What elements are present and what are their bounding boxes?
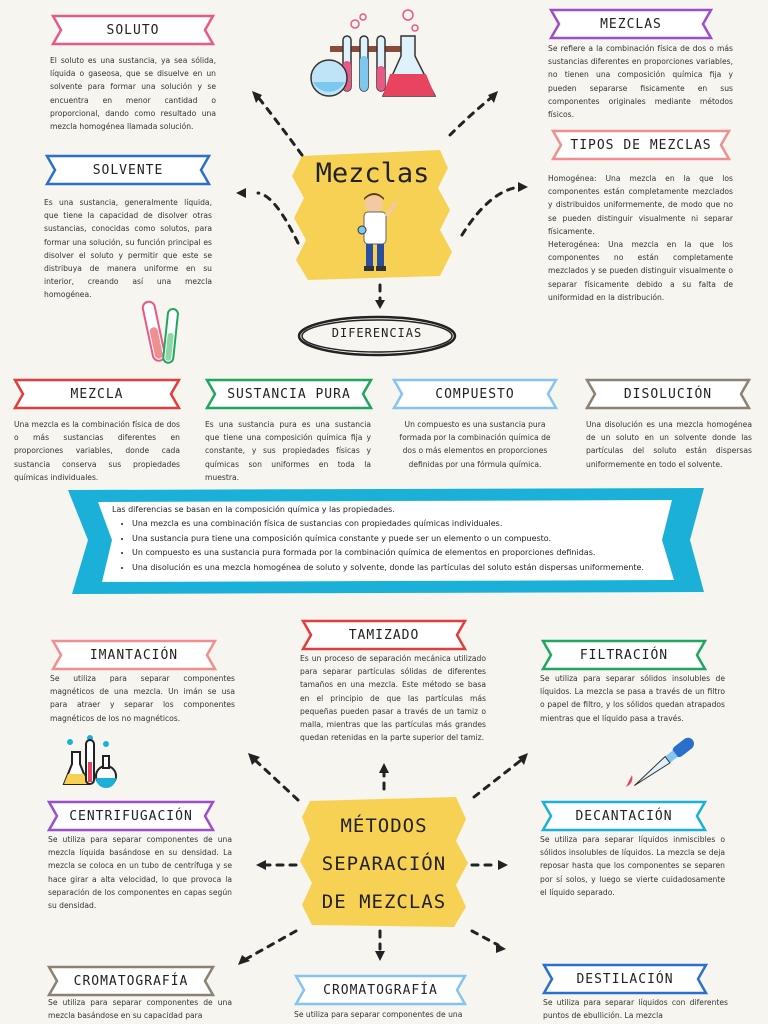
dropper-icon [618, 735, 710, 795]
cromatografia-left-ribbon [46, 964, 216, 998]
destilacion-text: Se utiliza para separar líquidos con diferentes puntos de ebullición. La mezcla [543, 998, 728, 1021]
destilacion-title: DESTILACIÓN [576, 971, 674, 987]
mezclas-text: Se refiere a la combinación física de dos o más sustancias diferentes en proporciones variables, no tienen una composición química fija y pueden separarse fisicamente en sus componentes originales mediante métodos físicos. [548, 44, 733, 120]
tamizado-text: Es un proceso de separación mecánica utilizado para separar partículas sólidas de diferentes tamaños en una mezcla. Este método se basa en el principio de que las partículas más pequeñas pueden pasar a través de un tamiz o malla, mientras que las partículas más grandes quedan retenidas en la parte superior del tamiz. [300, 654, 486, 743]
sustancia-pura-text: Es una sustancia pura es una sustancia que tiene una composición química fija y constante, y sus propiedades físicas y químicas son uniformes en toda la muestra. [205, 420, 371, 482]
centrifugacion-title: CENTRIFUGACIÓN [69, 808, 193, 824]
tipos-title: TIPOS DE MEZCLAS [570, 137, 712, 153]
summary-item: • Una disolución es una mezcla homogénea de soluto y solvente, donde las partículas del soluto están dispersas uniformemente. [132, 561, 672, 575]
test-tubes-illustration [140, 297, 185, 367]
decantacion-title: DECANTACIÓN [575, 808, 673, 824]
mezcla-title: MEZCLA [70, 386, 124, 402]
solvente-title: SOLVENTE [92, 162, 164, 178]
mezclas-center-title: Mezclas [315, 158, 430, 189]
compuesto-title: COMPUESTO [435, 386, 515, 402]
filtracion-text: Se utiliza para separar sólidos insolubles de líquidos. La mezcla se pasa a través de un filtro o papel de filtro, y los sólidos quedan atrapados mientras que el líquido pasa a través. [540, 674, 725, 723]
cromatografia-center-text: Se utiliza para separar componentes de una [294, 1010, 463, 1019]
filtracion-title: FILTRACIÓN [579, 647, 669, 663]
cromatografia-center-ribbon [293, 973, 468, 1007]
disolucion-text: Una disolución es una mezcla homogénea de un soluto en un solvente donde las partículas del soluto están dispersas uniformemente en todo el solvente. [586, 420, 752, 469]
cromatografia-center-title: CROMATOGRAFÍA [323, 982, 438, 998]
soluto-ribbon [50, 13, 216, 47]
filtracion-ribbon [540, 638, 708, 672]
sustancia-pura-title: SUSTANCIA PURA [227, 386, 351, 402]
solvente-ribbon [44, 153, 212, 187]
imantacion-title: IMANTACIÓN [89, 647, 179, 663]
mezcla-text: Una mezcla es la combinación física de dos o más sustancias diferentes en proporciones variables, donde cada sustancia conserva sus propiedades químicas individuales. [14, 420, 180, 482]
summary-list [112, 503, 672, 575]
imantacion-text: Se utiliza para separar componentes magnéticos de una mezcla. Un imán se usa para atraer y separar los componentes magnéticos de los no magnéticos. [50, 674, 235, 723]
tamizado-title: TAMIZADO [348, 627, 420, 643]
destilacion-ribbon [541, 962, 709, 996]
top-connectors [230, 85, 530, 315]
mezclas-title: MEZCLAS [600, 16, 662, 32]
cromatografia-left-title: CROMATOGRAFÍA [73, 973, 189, 989]
metodos-title-line: DE MEZCLAS [321, 891, 447, 913]
diferencias-label: DIFERENCIAS [331, 326, 423, 340]
tipos-homogenea: Homogénea: Una mezcla en la que los componentes están completamente mezclados y distribuidos uniformemente, de modo que no se pueden distinguir visualmente ni separar físicamente. [548, 174, 733, 236]
lab-flasks-icon [60, 732, 120, 792]
imantacion-ribbon [50, 638, 218, 672]
sustancia-pura-ribbon [204, 377, 374, 411]
soluto-text: El soluto es una sustancia, ya sea sólida, líquida o gaseosa, que se disuelve en un solvente para formar una solución y se encuentra en menor cantidad o proporcional, dando como resultado una mezcla homogénea llamada solución. [50, 56, 216, 132]
metodos-title-line: SEPARACIÓN [321, 853, 447, 875]
centrifugacion-ribbon [46, 799, 216, 833]
summary-intro: Las diferencias se basan en la composición química y las propiedades. [112, 505, 395, 514]
summary-item: • Una mezcla es una combinación física de sustancias con propiedades químicas individuales. [132, 517, 672, 531]
compuesto-ribbon [391, 377, 559, 411]
mezcla-ribbon [12, 377, 182, 411]
summary-item: • Un compuesto es una sustancia pura formada por la combinación química de elementos en proporciones definidas. [132, 546, 672, 560]
disolucion-title: DISOLUCIÓN [623, 386, 713, 402]
tipos-ribbon [550, 128, 732, 162]
soluto-title: SOLUTO [106, 22, 160, 38]
tipos-heterogenea: Heterogénea: Una mezcla en la que los componentes no están completamente mezclados y se pueden distinguir visualmente o separar físicamente debido a su falta de uniformidad en la distribución. [548, 240, 733, 302]
bottom-connectors [228, 745, 548, 980]
solvente-text: Es una sustancia, generalmente líquida, que tiene la capacidad de disolver otras sustancias, conocidas como solutos, para formar una solución, su función principal es disolver el soluto y permitir que este se distribuya de manera uniforme en su interior, creando así una mezcla homogénea. [44, 198, 212, 300]
disolucion-ribbon [584, 377, 752, 411]
decantacion-ribbon [540, 799, 708, 833]
mezclas-ribbon [548, 7, 714, 41]
compuesto-text: Un compuesto es una sustancia pura formada por la combinación química de dos o más elementos en proporciones definidas por una fórmula química. [399, 420, 551, 469]
cromatografia-left-text: Se utiliza para separar componentes de una mezcla basándose en su capacidad para [48, 998, 232, 1021]
summary-item: • Una sustancia pura tiene una composición química constante y puede ser un elemento o un compuesto. [132, 532, 672, 546]
metodos-title-line: MÉTODOS [340, 815, 428, 837]
centrifugacion-text: Se utiliza para separar componentes de una mezcla líquida basándose en su densidad. La mezcla se coloca en un tubo de centrífuga y se hace girar a alta velocidad, lo que provoca la separación de los componentes en capas según su densidad. [48, 835, 232, 911]
decantacion-text: Se utiliza para separar líquidos inmiscibles o sólidos insolubles de líquidos. La mezcla se deja reposar hasta que los componentes se separen por sí solos, y luego se vierte cuidadosamente el líquido separado. [540, 835, 725, 897]
tamizado-ribbon [300, 618, 468, 652]
